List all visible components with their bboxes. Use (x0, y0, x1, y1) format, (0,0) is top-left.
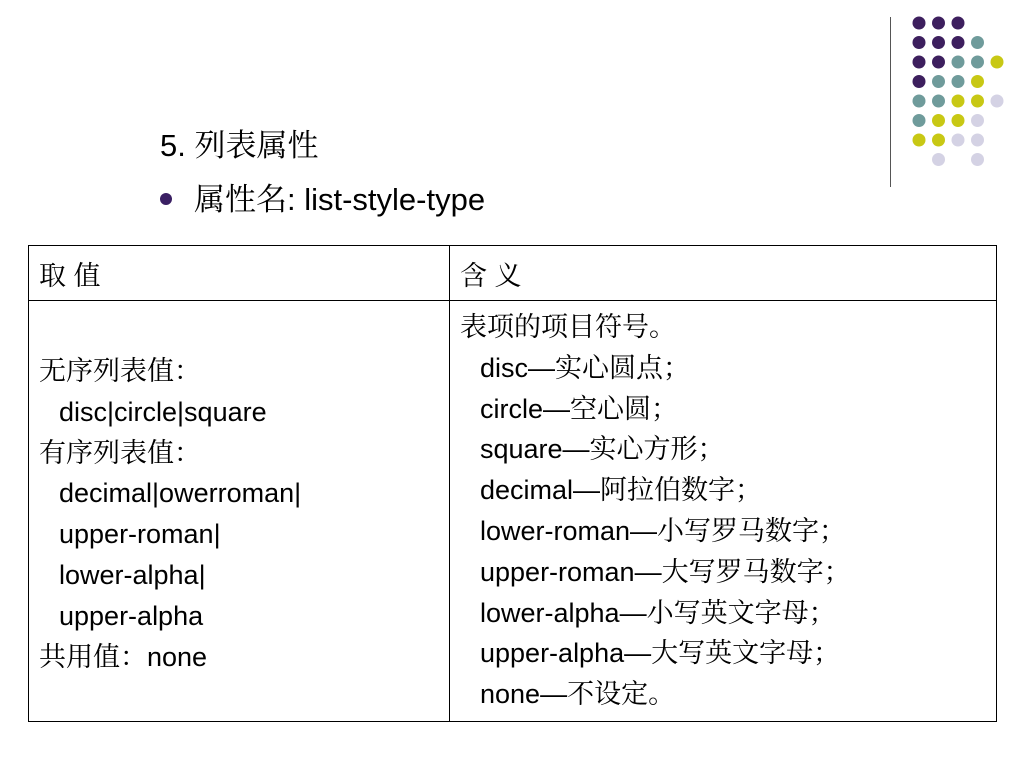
decorative-dot (932, 75, 945, 88)
decorative-dot (952, 114, 965, 127)
decorative-dot (952, 17, 965, 30)
value-line: 有序列表值： (39, 437, 201, 468)
values-cell (29, 301, 450, 722)
decorative-dot (991, 56, 1004, 69)
header-cell-meaning: 含 义 (450, 246, 997, 301)
value-line: decimal|owerroman| (59, 478, 302, 509)
decorative-dot (932, 134, 945, 147)
slide-heading: 5. 列表属性 (160, 128, 319, 163)
decorative-dot (971, 36, 984, 49)
decorative-dot (932, 153, 945, 166)
value-line: 共用值：none (39, 641, 208, 672)
decorative-dot (971, 114, 984, 127)
value-line: upper-alpha (59, 600, 204, 631)
decorative-divider-line (890, 17, 891, 187)
decorative-dot (971, 56, 984, 69)
meaning-line: square—实心方形； (480, 434, 725, 465)
value-line: lower-alpha| (59, 559, 206, 590)
decorative-dot (952, 36, 965, 49)
bullet-item (160, 178, 485, 222)
meaning-line: lower-roman—小写罗马数字； (480, 515, 847, 546)
decorative-dot (932, 56, 945, 69)
decorative-dot (932, 114, 945, 127)
bullet-text: 属性名: list-style-type (194, 182, 486, 217)
decorative-dot (952, 95, 965, 108)
decorative-dot (913, 134, 926, 147)
meaning-line: upper-alpha—大写英文字母； (480, 638, 841, 669)
meaning-line: circle—空心圆； (480, 393, 679, 424)
decorative-dot (913, 75, 926, 88)
decorative-dot-pattern (0, 0, 1024, 200)
meaning-cell (450, 301, 997, 722)
decorative-dot (952, 56, 965, 69)
decorative-dot (952, 75, 965, 88)
table-body-row (29, 301, 997, 722)
meaning-line: none—不设定。 (480, 679, 676, 710)
decorative-dot (932, 95, 945, 108)
bullet-icon (160, 193, 172, 205)
decorative-dot (913, 17, 926, 30)
meaning-line: disc—实心圆点； (480, 352, 691, 383)
decorative-dot (971, 75, 984, 88)
decorative-dot (913, 56, 926, 69)
meaning-line: decimal—阿拉伯数字； (480, 475, 763, 506)
header-cell-values: 取 值 (29, 246, 450, 301)
decorative-dot (932, 36, 945, 49)
decorative-dot (952, 134, 965, 147)
meaning-line: 表项的项目符号。 (460, 312, 676, 342)
decorative-dot (971, 95, 984, 108)
meaning-line: lower-alpha—小写英文字母； (480, 597, 836, 628)
decorative-dot (991, 95, 1004, 108)
decorative-dot (913, 114, 926, 127)
meaning-line: upper-roman—大写罗马数字； (480, 556, 851, 587)
value-line: 无序列表值： (39, 356, 201, 386)
value-line: upper-roman| (59, 519, 221, 550)
decorative-dot (971, 153, 984, 166)
property-table (28, 245, 997, 722)
value-line: disc|circle|square (59, 396, 267, 427)
decorative-dot (932, 17, 945, 30)
decorative-dot (913, 36, 926, 49)
decorative-dot (913, 95, 926, 108)
table-header-row (29, 246, 997, 301)
decorative-dot (971, 134, 984, 147)
